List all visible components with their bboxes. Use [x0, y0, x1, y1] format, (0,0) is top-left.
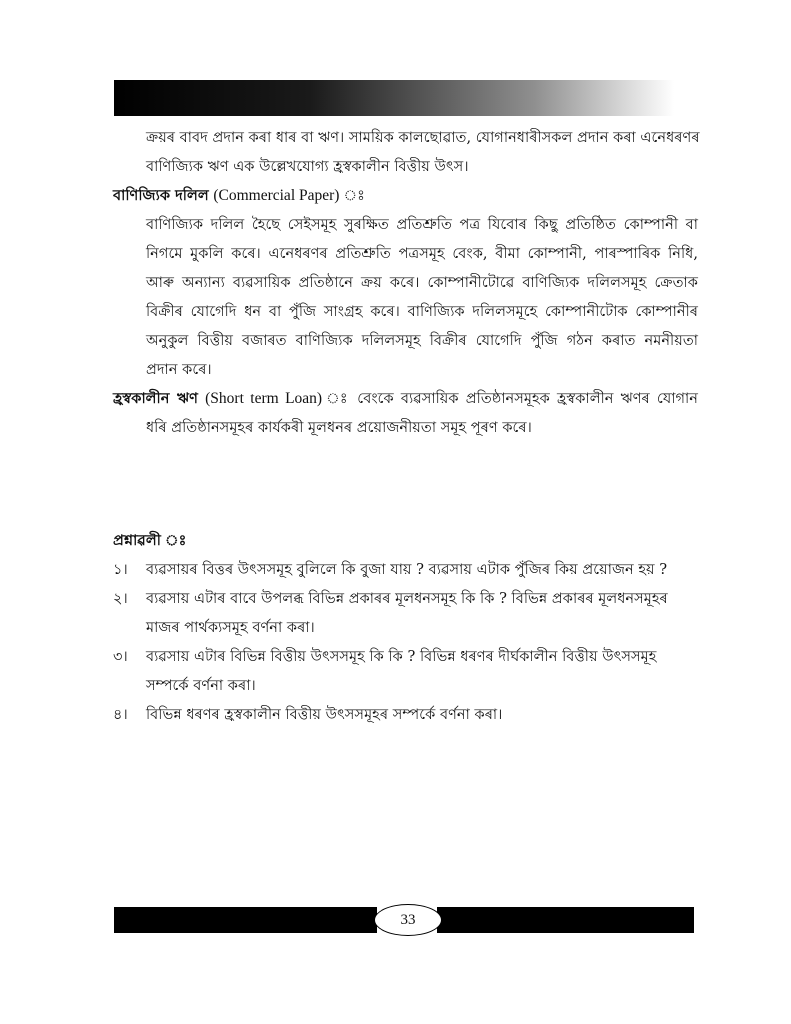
page-number: [374, 904, 442, 936]
question-number: ৩।: [113, 648, 128, 665]
question-number: ২।: [113, 590, 128, 607]
commercial-paper-line-2: নিগমে মুকলি কৰে। এনেধৰণৰ প্ৰতিশ্ৰুতি পত্ৰসমূহ বেংক, বীমা কোম্পানী, পাৰস্পাৰিক নিধি,: [146, 245, 698, 262]
question-text: ব্যৱসায়ৰ বিত্তৰ উৎসসমূহ বুলিলে কি বুজা যায় ? ব্যৱসায় এটাক পুঁজিৰ কিয় প্ৰয়োজন হয় ?: [146, 561, 668, 578]
commercial-paper-line-4: বিক্ৰীৰ যোগেদি ধন বা পুঁজি সাংগ্ৰহ কৰে। বাণিজ্যিক দলিলসমূহে কোম্পানীটোক কোম্পানীৰ: [146, 303, 698, 320]
commercial-paper-title-en: (Commercial Paper): [213, 187, 340, 204]
question-item: [113, 584, 698, 642]
page-content: [113, 123, 698, 729]
questions-heading: প্ৰশ্নাৱলী ঃ: [113, 532, 187, 549]
commercial-paper-heading: [113, 181, 698, 210]
page-number-text: 33: [400, 911, 416, 928]
commercial-paper-line-1: বাণিজ্যিক দলিল হৈছে সেইসমূহ সুৰক্ষিত প্ৰতিশ্ৰুতি পত্ৰ যিবোৰ কিছু প্ৰতিষ্ঠিত কোম্পানী বা: [146, 216, 698, 233]
commercial-paper-title: বাণিজ্যিক দলিল: [113, 187, 209, 204]
question-item: [113, 700, 698, 729]
question-item: [113, 555, 698, 584]
commercial-paper-line-5: অনুকুল বিত্তীয় বজাৰত বাণিজ্যিক দলিলসমূহ বিক্ৰীৰ যোগেদি পুঁজি গঠন কৰাত নমনীয়তা: [146, 332, 698, 349]
question-number: ১।: [113, 561, 128, 578]
question-text: মাজৰ পাৰ্থক্যসমূহ বৰ্ণনা কৰা।: [146, 619, 315, 636]
page-footer: [114, 907, 694, 933]
short-term-loan-title-en: (Short term Loan): [205, 390, 323, 407]
footer-bar-right: [437, 907, 694, 933]
commercial-paper-line-3: আৰু অন্যান্য ব্যৱসায়িক প্ৰতিষ্ঠানে ক্ৰয় কৰে। কোম্পানীটোৱে বাণিজ্যিক দলিলসমূহ ক্ৰেতাক: [146, 274, 698, 291]
question-item: [113, 642, 698, 700]
short-term-loan-text: ঃ বেংকে ব্যৱসায়িক প্ৰতিষ্ঠানসমূহক হ্ৰস্বকালীন ঋণৰ যোগান: [322, 390, 698, 407]
intro-line-2: বাণিজ্যিক ঋণ এক উল্লেখযোগ্য হ্ৰস্বকালীন বিত্তীয় উৎস।: [146, 158, 469, 175]
short-term-loan-title: হ্ৰস্বকালীন ঋণ: [113, 390, 198, 407]
short-term-loan-line-2: ধৰি প্ৰতিষ্ঠানসমূহৰ কাৰ্যকৰী মূলধনৰ প্ৰয়োজনীয়তা সমূহ পূৰণ কৰে।: [146, 419, 532, 436]
question-text: ব্যৱসায় এটাৰ বাবে উপলব্ধ বিভিন্ন প্ৰকাৰৰ মূলধনসমূহ কি কি ? বিভিন্ন প্ৰকাৰৰ মূলধনসমূহৰ: [146, 590, 668, 607]
short-term-loan-line-1: [113, 384, 698, 413]
footer-bar-left: [114, 907, 377, 933]
commercial-paper-line-6: প্ৰদান কৰে।: [146, 361, 212, 378]
question-number: ৪।: [113, 706, 128, 723]
question-text: সম্পৰ্কে বৰ্ণনা কৰা।: [146, 677, 256, 694]
question-text: বিভিন্ন ধৰণৰ হ্ৰস্বকালীন বিত্তীয় উৎসসমূহৰ সম্পৰ্কে বৰ্ণনা কৰা।: [146, 706, 503, 723]
commercial-paper-sep: ঃ: [339, 187, 365, 204]
intro-line-1: ক্ৰয়ৰ বাবদ প্ৰদান কৰা ধাৰ বা ঋণ। সাময়িক কালছোৱাত, যোগানধাৰীসকল প্ৰদান কৰা এনেধৰণৰ: [146, 129, 700, 146]
question-text: ব্যৱসায় এটাৰ বিভিন্ন বিত্তীয় উৎসসমূহ কি কি ? বিভিন্ন ধৰণৰ দীৰ্ঘকালীন বিত্তীয় উৎসসমূহ: [146, 648, 657, 665]
header-gradient-bar: [114, 80, 674, 116]
